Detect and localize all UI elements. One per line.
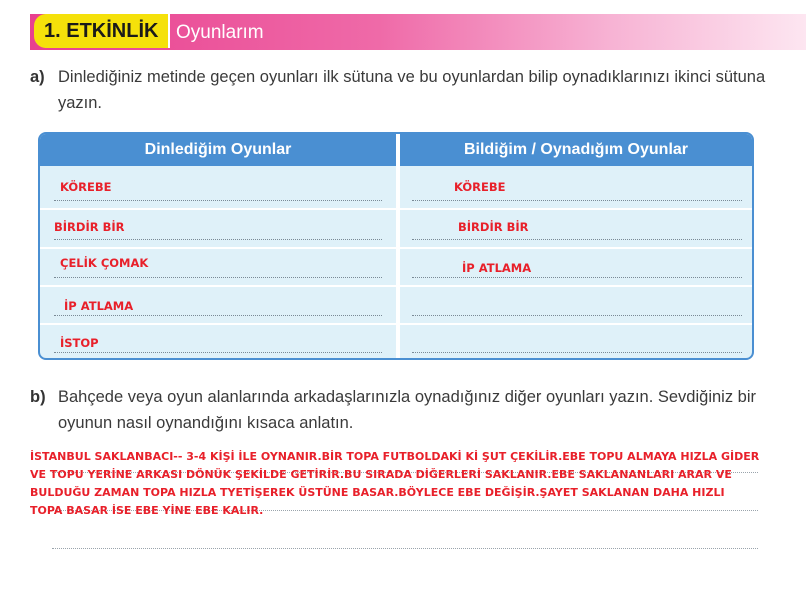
games-table [38, 132, 754, 360]
activity-badge: 1. ETKİNLİK [34, 14, 168, 48]
cell-heard-2[interactable]: BİRDİR BİR [54, 220, 125, 234]
cell-heard-4[interactable]: İP ATLAMA [64, 299, 134, 313]
header-heard-games: Dinlediğim Oyunlar [144, 141, 292, 158]
answer-line [412, 315, 742, 316]
cell-known-1[interactable]: KÖREBE [454, 180, 506, 194]
cell-heard-3[interactable]: ÇELİK ÇOMAK [60, 256, 149, 270]
cell-heard-1[interactable]: KÖREBE [60, 180, 112, 194]
question-a [30, 64, 770, 120]
row-divider [40, 285, 752, 287]
question-b-letter: b) [30, 388, 46, 406]
cell-heard-5[interactable]: İSTOP [60, 336, 99, 350]
question-b-text: Bahçede veya oyun alanlarında arkadaşlarınızla oynadığınız diğer oyunları yazın. Sevdiğiniz bir oyunun nasıl oynandığını kısaca anlatın. [58, 388, 757, 432]
row-divider [40, 208, 752, 210]
question-a-text: Dinlediğiniz metinde geçen oyunları ilk sütuna ve bu oyunlardan bilip oynadıklarınızı ikinci sütuna yazın. [58, 68, 766, 112]
activity-title: Oyunlarım [176, 22, 264, 43]
answer-line [54, 352, 382, 353]
row-divider [40, 323, 752, 325]
answer-line [412, 239, 742, 240]
answer-line [412, 352, 742, 353]
answer-line [54, 277, 382, 278]
answer-line [54, 315, 382, 316]
answer-line [52, 548, 758, 549]
question-b [30, 384, 770, 440]
header-known-games: Bildiğim / Oynadığım Oyunlar [463, 141, 689, 158]
answer-line [412, 277, 742, 278]
answer-line [54, 239, 382, 240]
answer-b-text[interactable]: İSTANBUL SAKLANBACI-- 3-4 KİŞİ İLE OYNANIR.BİR TOPA FUTBOLDAKİ Kİ ŞUT ÇEKİLİR.EBE TOPU ALMAYA HIZLA GİDER VE TOPU YERİNE ARKASI DÖNÜK ŞEKİLDE GETİRİR.BU SIRADA DİĞERLERİ SAKLANIR.EBE SAKLANANLARI ARAR VE BULDUĞU ZAMAN TOPA HIZLA TYETİŞEREK ÜSTÜNE BASAR.BÖYLECE EBE DEĞİŞİR.ŞAYET SAKLANAN DAHA HIZLI TOPA BASAR İSE EBE YİNE EBE KALIR. [30, 450, 760, 517]
answer-line [412, 200, 742, 201]
cell-known-2[interactable]: BİRDİR BİR [458, 220, 529, 234]
cell-known-3[interactable]: İP ATLAMA [462, 261, 532, 275]
answer-line [54, 200, 382, 201]
question-a-letter: a) [30, 68, 45, 86]
row-divider [40, 247, 752, 249]
